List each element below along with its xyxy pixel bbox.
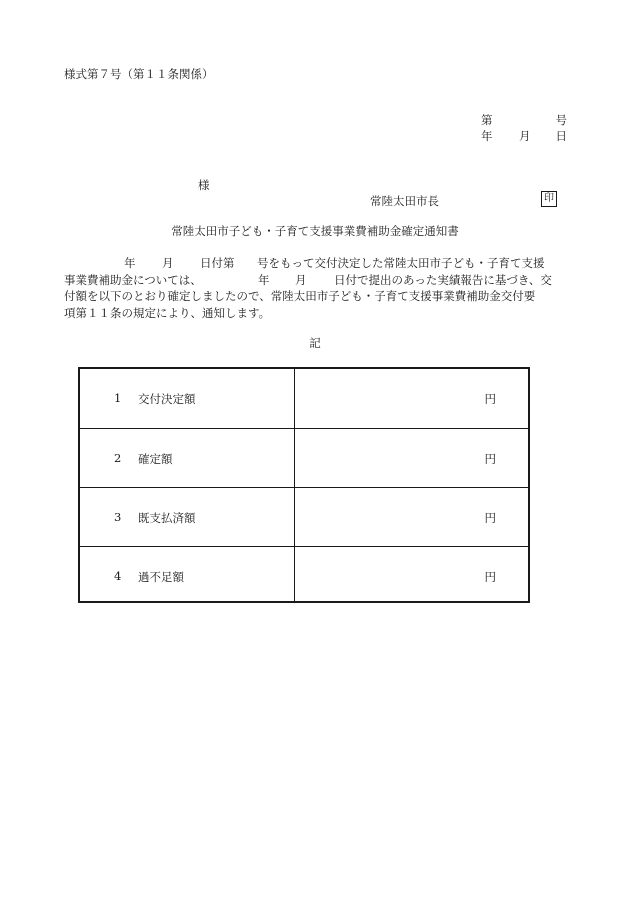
date-month: 月 — [519, 129, 531, 143]
item-label: 過不足額 — [138, 570, 184, 584]
item-number: 3 — [114, 510, 122, 524]
document-number-prefix: 第 — [481, 113, 493, 127]
body-line-2 — [64, 272, 568, 289]
body-l3: 付額を以下のとおり確定しましたので、常陸太田市子ども・子育て支援事業費補助金交付要 — [64, 289, 536, 303]
body-l1-year: 年 — [124, 256, 136, 270]
table-row — [80, 428, 528, 488]
body-l2-head: 事業費補助金については、 — [64, 272, 202, 287]
item-unit: 円 — [484, 570, 496, 584]
column-divider — [294, 547, 295, 602]
column-divider — [294, 369, 295, 428]
body-l2-rest: 日付で提出のあった実績報告に基づき、交 — [334, 272, 552, 287]
body-l2-month: 月 — [295, 272, 307, 287]
body-l1-rest: 号をもって交付決定した常陸太田市子ども・子育て支援 — [257, 256, 545, 270]
document-number — [481, 112, 567, 128]
seal-mark: 印 — [541, 191, 557, 207]
item-number: 1 — [114, 391, 122, 405]
item-unit: 円 — [484, 452, 496, 466]
date-year: 年 — [481, 129, 493, 143]
ki-heading: 記 — [309, 336, 321, 350]
document-number-suffix: 号 — [555, 113, 567, 127]
table-row — [80, 546, 528, 602]
addressee-honorific: 様 — [198, 178, 210, 192]
body-l1-month: 月 — [162, 256, 174, 270]
item-number: 4 — [114, 569, 122, 583]
item-label: 交付決定額 — [138, 392, 196, 406]
item-unit: 円 — [484, 511, 496, 525]
column-divider — [294, 429, 295, 488]
body-line-1 — [64, 255, 568, 272]
table-row — [80, 487, 528, 547]
issue-date — [481, 128, 567, 144]
body-l2-year: 年 — [258, 272, 270, 287]
item-label: 確定額 — [138, 452, 173, 466]
body-l1-day-ref: 日付第 — [200, 256, 235, 270]
item-unit: 円 — [484, 392, 496, 406]
issuer-name: 常陸太田市長 — [370, 194, 439, 208]
notice-body — [64, 255, 568, 321]
column-divider — [294, 488, 295, 547]
form-label: 様式第７号（第１１条関係） — [64, 67, 214, 81]
body-line-4 — [64, 305, 568, 322]
date-day: 日 — [555, 129, 567, 143]
body-l4: 項第１１条の規定により、通知します。 — [64, 305, 271, 320]
body-line-3 — [64, 288, 568, 305]
item-number: 2 — [114, 451, 122, 465]
item-label: 既支払済額 — [138, 511, 196, 525]
document-title: 常陸太田市子ども・子育て支援事業費補助金確定通知書 — [171, 224, 459, 238]
amount-table — [78, 367, 530, 603]
table-row — [80, 369, 528, 428]
